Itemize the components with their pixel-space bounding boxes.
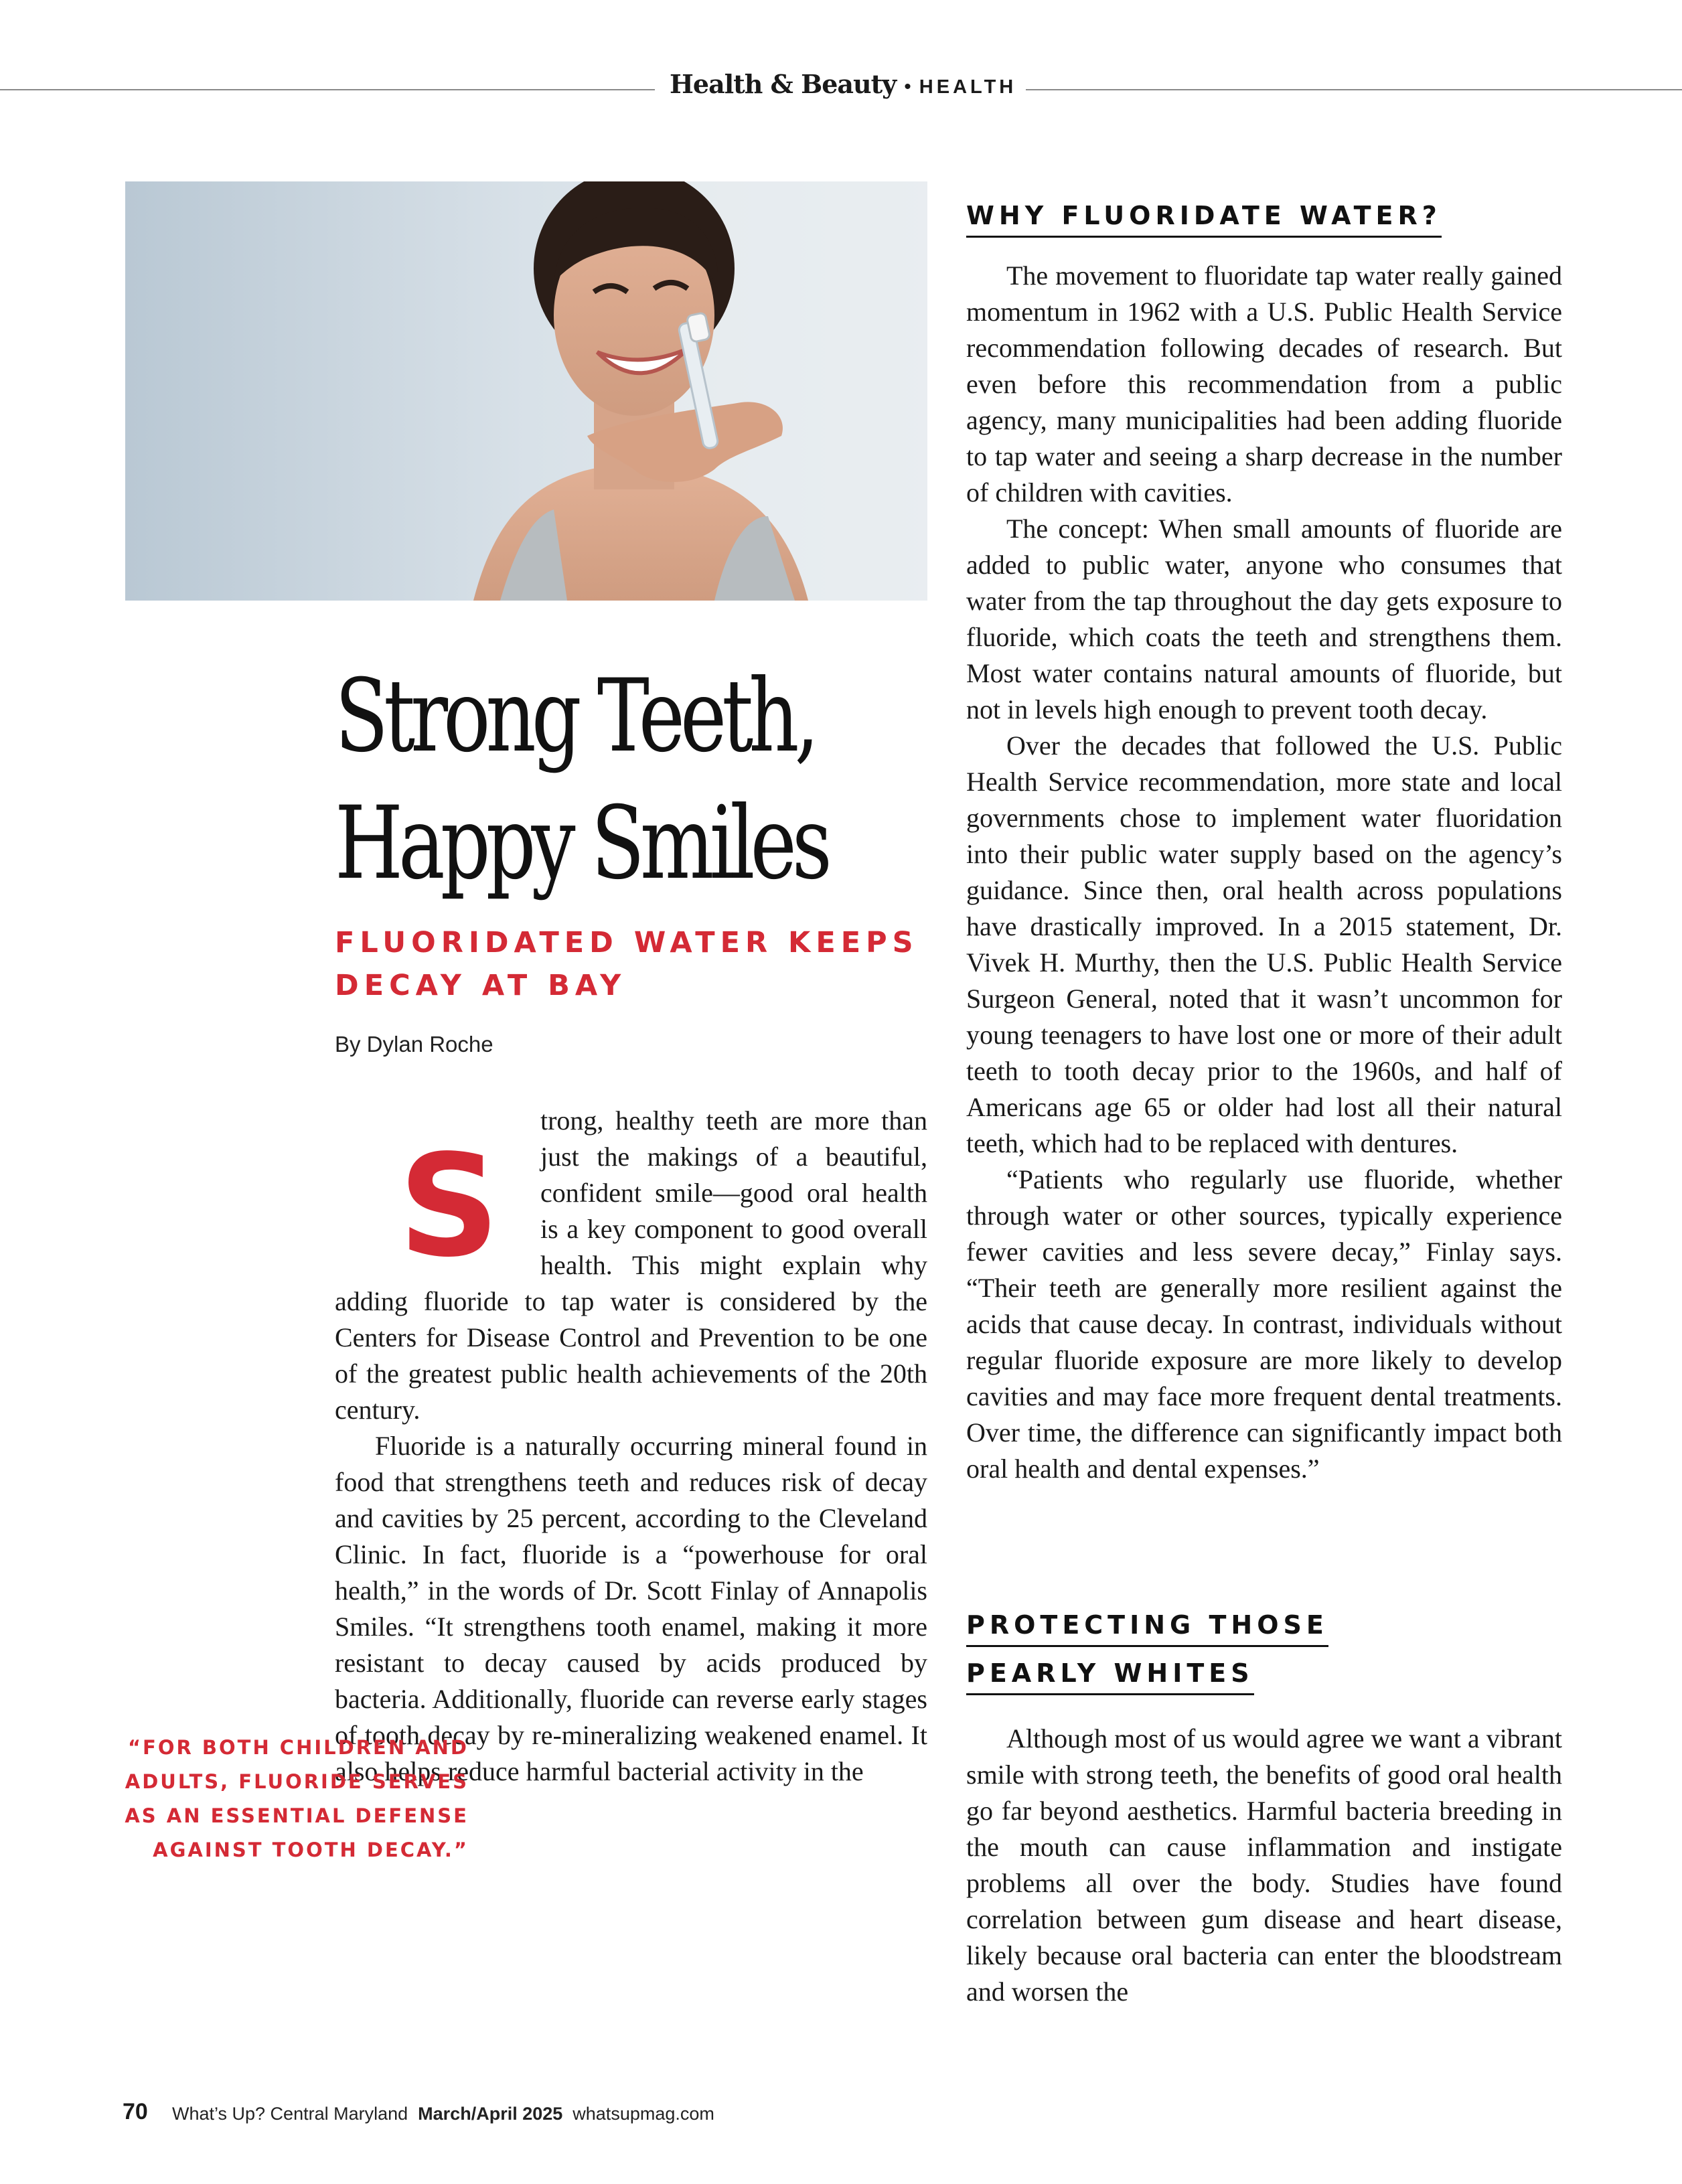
section-heading-why-fluoridate bbox=[966, 201, 1442, 238]
header-rule-left bbox=[0, 89, 655, 90]
paragraph-concept: The concept: When small amounts of fluoride are added to public water, anyone who consumes that water from the tap throughout the day gets exposure to fluoride, which coats the teeth and strengthens them. Most water contains natural amounts of fluoride, but not in levels high enough to prevent tooth decay. bbox=[966, 514, 1562, 724]
section-heading-protecting-text-1: PROTECTING THOSE bbox=[966, 1610, 1328, 1647]
header-rule-right bbox=[1026, 89, 1682, 90]
headline bbox=[335, 653, 828, 907]
pull-quote: “FOR BOTH CHILDREN AND ADULTS, FLUORIDE SERVES AS AN ESSENTIAL DEFENSE AGAINST TOOTH DECAY.” bbox=[125, 1736, 469, 1861]
dropcap: S bbox=[398, 1124, 500, 1288]
section-heading-protecting-line1 bbox=[966, 1610, 1328, 1647]
left-column-body bbox=[335, 1103, 927, 1790]
section-heading-protecting-text-2: PEARLY WHITES bbox=[966, 1658, 1254, 1695]
paragraph-movement: The movement to fluoridate tap water really gained momentum in 1962 with a U.S. Public Health Service recommendation following decades of research. But even before this recommendation from a public agency, many municipalities had been adding fluoride to tap water and seeing a sharp decrease in the number of children with cavities. bbox=[966, 260, 1562, 508]
page-number: 70 bbox=[123, 2099, 148, 2124]
paragraph-decades: Over the decades that followed the U.S. Public Health Service recommendation, more state and local governments chose to implement water fluoridation into their public water supply based on the agency’s guidance. Since then, oral health across populations have drastically improved. In a 2015 statement, Dr. Vivek H. Murthy, then the U.S. Public Health Service Surgeon General, noted that it wasn’t uncommon for young teenagers to have lost one or more of their adult teeth to tooth decay prior to the 1960s, and half of Americans age 65 or older had lost all their natural teeth, which had to be replaced with dentures. bbox=[966, 730, 1562, 1158]
byline: By Dylan Roche bbox=[335, 1032, 493, 1057]
publication-name: What’s Up? Central Maryland bbox=[172, 2104, 408, 2124]
deck: FLUORIDATED WATER KEEPS DECAY AT BAY bbox=[335, 926, 919, 1002]
paragraph-intro: trong, healthy teeth are more than just the makings of a beautiful, confident smile—good oral health is a key component to good overall health. This might explain why adding fluoride to tap water is considered by the Centers for Disease Control and Prevention to be one of the greatest public health achievements of the 20th century. bbox=[335, 1105, 927, 1425]
section-heading-why-text: WHY FLUORIDATE WATER? bbox=[966, 201, 1442, 238]
headline-line-1: Strong Teeth, bbox=[335, 658, 815, 775]
section-heading-protecting-line2 bbox=[966, 1658, 1254, 1695]
headline-line-2: Happy Smiles bbox=[335, 785, 828, 902]
paragraph-fluoride-text: Fluoride is a naturally occurring mineral found in food that strengthens teeth and reduces risk of decay and cavities by 25 percent, according to the Cleveland Clinic. In fact, fluoride is a “powerhouse for oral health,” in the words of Dr. Scott Finlay of Annapolis Smiles. “It strengthens tooth enamel, making it more resistant to decay caused by acids produced by bacteria. Additionally, fluoride can reverse early stages of tooth decay by re-mineralizing weakened enamel. It also helps reduce harmful bacterial activity in the bbox=[335, 1431, 927, 1786]
right-column-body-2 bbox=[966, 1721, 1562, 2010]
running-header bbox=[670, 69, 1018, 109]
footer-publication bbox=[172, 2104, 714, 2124]
right-column-body bbox=[966, 258, 1562, 1487]
website-link[interactable]: whatsupmag.com bbox=[572, 2104, 714, 2124]
subsection-name: HEALTH bbox=[919, 76, 1017, 98]
paragraph-patients-quote: “Patients who regularly use fluoride, whether through water or other sources, typically experience fewer cavities and less severe decay,” Finlay says. “Their teeth are generally more resilient against the acids that cause decay. In contrast, individuals without regular fluoride exposure are more likely to develop cavities and may face more frequent dental treatments. Over time, the difference can significantly impact both oral health and dental expenses.” bbox=[966, 1164, 1562, 1484]
header-separator: • bbox=[904, 76, 911, 98]
paragraph-vibrant-smile: Although most of us would agree we want a vibrant smile with strong teeth, the benefits of good oral health go far beyond aesthetics. Harmful bacteria breeding in the mouth can cause inflammation and instigate problems all over the body. Studies have found correlation between gum disease and heart disease, likely because oral bacteria can enter the bloodstream and worsen the bbox=[966, 1723, 1562, 2007]
article-photo bbox=[125, 181, 927, 601]
issue-date: March/April 2025 bbox=[418, 2104, 563, 2124]
section-name: Health & Beauty bbox=[670, 69, 897, 99]
